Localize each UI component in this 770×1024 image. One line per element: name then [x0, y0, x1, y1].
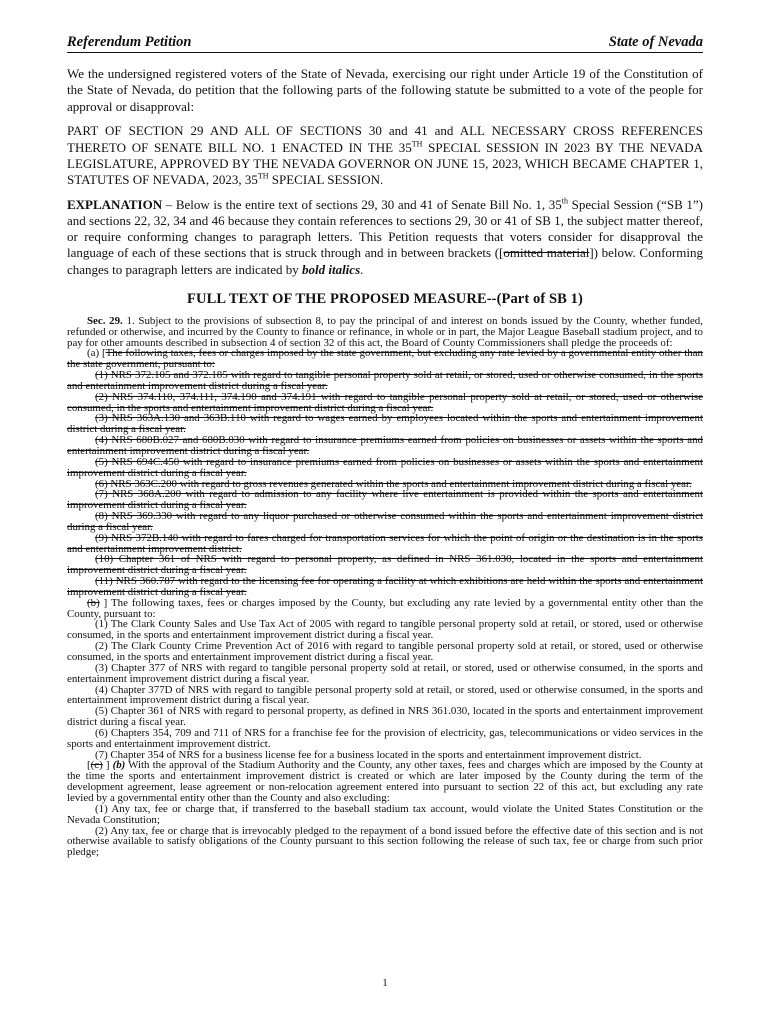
struck-item	[67, 435, 703, 457]
struck-item	[67, 457, 703, 479]
struck-item-text: (7) NRS 368A.200 with regard to admission to any facility where live entertainment is provided within the sports and entertainment improvement district during a fiscal year.	[67, 488, 703, 512]
para-b-item-text: (7) Chapter 354 of NRS for a business license fee for a business located in the sports and entertainment improvement district.	[95, 748, 642, 761]
para-b-item	[67, 619, 703, 641]
struck-item	[67, 533, 703, 555]
document-page	[67, 34, 703, 858]
header-left: Referendum Petition	[67, 34, 192, 50]
struck-item-text: (6) NRS 363C.200 with regard to gross revenues generated within the sports and entertainment improvement district during a fiscal year.	[95, 477, 692, 490]
struck-item	[67, 392, 703, 414]
para-c-struck: (c)	[90, 759, 103, 772]
para-c-new-letter: (b)	[112, 759, 126, 772]
para-a	[67, 348, 703, 370]
sec-29-paragraph	[67, 316, 703, 349]
para-b-item	[67, 663, 703, 685]
para-c-open: [	[87, 759, 91, 772]
para-b-item-text: (1) The Clark County Sales and Use Tax Act of 2005 with regard to tangible personal property sold at retail, or stored, used or otherwise consumed, in the sports and entertainment improvement district during a fiscal year.	[67, 618, 703, 642]
struck-item-text: (3) NRS 363A.130 and 363B.110 with regard to wages earned by employees located within the sports and entertainment improvement district during a fiscal year.	[67, 412, 703, 436]
para-b-text: ] The following taxes, fees or charges imposed by the County, but excluding any rate levied by a governmental entity other than the County, pursuant to:	[67, 596, 703, 620]
para-c-close: ]	[102, 759, 113, 772]
struck-item-text: (8) NRS 369.330 with regard to any liquor purchased or otherwise consumed within the sports and entertainment improvement district during a fiscal year.	[67, 510, 703, 533]
sec-29-label: Sec. 29.	[87, 314, 123, 327]
struck-item	[67, 511, 703, 533]
para-b-item-text: (3) Chapter 377 of NRS with regard to tangible personal property sold at retail, or stored, used or otherwise consumed, in the sports and entertainment improvement district during a fiscal year.	[67, 661, 703, 685]
para-b-struck: (b)	[87, 596, 100, 609]
part-paragraph	[67, 123, 703, 189]
explanation-text-c: ]) below. Conforming changes to paragraph letters are indicated by	[67, 245, 703, 277]
para-b-item-text: (2) The Clark County Crime Prevention Act of 2016 with regard to tangible personal property sold at retail, or stored, used or otherwise consumed, in the sports and entertainment improvement district during a fiscal year.	[67, 640, 703, 664]
explanation-text-a: – Below is the entire text of sections 29, 30 and 41 of Senate Bill No. 1, 35	[162, 196, 562, 212]
page-number: 1	[382, 977, 388, 989]
struck-item	[67, 370, 703, 392]
explanation-sup: th	[561, 196, 568, 206]
explanation-text-d: .	[360, 261, 364, 277]
para-b-item-text: (5) Chapter 361 of NRS with regard to personal property, as defined in NRS 361.030, located in the sports and entertainment improvement district during a fiscal year.	[67, 705, 703, 729]
para-b-item	[67, 706, 703, 728]
struck-item-text: (4) NRS 680B.027 and 680B.030 with regard to insurance premiums earned from policies on businesses or assets within the sports and entertainment improvement district during a fiscal year.	[67, 434, 703, 457]
page-header	[67, 34, 703, 53]
struck-item-text: (2) NRS 374.110, 374.111, 374.190 and 374.191 with regard to tangible personal property sold at retail, or stored, used or otherwise consumed, in the sports and entertainment improvement district during a fiscal year.	[67, 390, 703, 414]
header-right: State of Nevada	[608, 34, 703, 50]
part-sup-1: TH	[411, 139, 423, 149]
para-b-item	[67, 728, 703, 750]
para-b-item-text: (4) Chapter 377D of NRS with regard to tangible personal property sold at retail, or stored, used or otherwise consumed, in the sports and entertainment improvement district during a fiscal year.	[67, 683, 703, 707]
para-c-item	[67, 826, 703, 859]
para-c	[67, 760, 703, 803]
para-a-struck: The following taxes, fees or charges imposed by the state government, but excluding any rate levied by a governmental entity other than the state government, pursuant to:	[67, 347, 704, 371]
explanation-text-b: Special Session (“SB 1”) and sections 22, 32, 34 and 46 because they contain references to sections 29, 30 or 41 of SB 1, the subject matter thereof, or require conforming changes to paragraph letters. This Petition requests that voters consider for disapproval the language of each of these sections that is struck through and in between brackets ([	[67, 196, 704, 261]
sec-29-text: 1. Subject to the provisions of subsection 8, to pay the principal of and interest on bonds issued by the County, whether funded, refunded or otherwise, and incurred by the County to finance or refinance, in whole or in part, the Major League Baseball stadium project, and to pay for other amounts described in subsection 4 of section 32 of this act, the Board of County Commissioners shall pledge the proceeds of:	[67, 314, 703, 349]
struck-item-text: (1) NRS 372.105 and 372.185 with regard to tangible personal property sold at retail, or stored, used or otherwise consumed, in the sports and entertainment improvement district during a fiscal year.	[67, 369, 703, 392]
omitted-material-sample: omitted material	[503, 245, 590, 261]
para-c-items	[67, 804, 703, 858]
para-a-prefix: (a) [	[87, 347, 106, 360]
para-b-items	[67, 619, 703, 760]
measure-title: FULL TEXT OF THE PROPOSED MEASURE--(Part of SB 1)	[187, 290, 583, 307]
struck-item	[67, 413, 703, 435]
para-b-item	[67, 641, 703, 663]
measure-body	[67, 316, 703, 858]
bold-italics-sample: bold italics	[301, 261, 361, 277]
struck-item	[67, 554, 703, 576]
explanation-label: EXPLANATION	[67, 196, 163, 212]
part-text-c: SPECIAL SESSION.	[268, 172, 384, 188]
struck-item-text: (10) Chapter 361 of NRS with regard to personal property, as defined in NRS 361.030, located in the sports and entertainment improvement district during a fiscal year.	[67, 553, 703, 577]
struck-items	[67, 370, 703, 598]
para-b-item-text: (6) Chapters 354, 709 and 711 of NRS for a franchise fee for the provision of electricity, gas, telecommunications or video services in the sports and entertainment improvement district.	[67, 726, 703, 750]
struck-item-text: (11) NRS 360.787 with regard to the licensing fee for operating a facility at which exhibitions are held within the sports and entertainment improvement district during a fiscal year.	[67, 575, 703, 598]
para-c-text: With the approval of the Stadium Authority and the County, any other taxes, fees and charges which are imposed by the County at the time the sports and entertainment improvement district is created or which are later imposed by the County during the term of the development agreement, lease agreement or non-relocation agreement entered into pursuant to section 22 of this act, but excluding any rate levied by a governmental entity other than the County and also excluding:	[67, 759, 703, 804]
struck-item	[67, 576, 703, 598]
para-b	[67, 598, 703, 620]
explanation-paragraph	[67, 197, 703, 278]
struck-item-text: (9) NRS 372B.140 with regard to fares charged for transportation services for which the point of origin or the destination is in the sports and entertainment improvement district.	[67, 531, 703, 555]
intro-paragraph: We the undersigned registered voters of the State of Nevada, exercising our right under Article 19 of the Constitution of the State of Nevada, do petition that the following parts of the following statute be submitted to a vote of the people for approval or disapproval:	[67, 66, 703, 114]
struck-item	[67, 489, 703, 511]
para-c-item-text: (1) Any tax, fee or charge that, if transferred to the baseball stadium tax account, would violate the United States Constitution or the Nevada Constitution;	[67, 802, 703, 826]
para-c-item	[67, 804, 703, 826]
part-text-b: SPECIAL SESSION IN 2023 BY THE NEVADA LEGISLATURE, APPROVED BY THE NEVADA GOVERNOR ON JUNE 15, 2023, WHICH BECAME CHAPTER 1, STATUTES OF NEVADA, 2023, 35	[67, 139, 703, 188]
part-sup-2: TH	[257, 172, 269, 182]
para-c-item-text: (2) Any tax, fee or charge that is irrevocably pledged to the repayment of a bond issued before the effective date of this section and is not otherwise available to satisfy obligations of the County pursuant to this section following the release of such tax, fee or charge from such prior pledge;	[67, 824, 703, 859]
struck-item-text: (5) NRS 694C.450 with regard to insurance premiums earned from policies on businesses or assets within the sports and entertainment improvement district during a fiscal year.	[67, 455, 703, 479]
para-b-item	[67, 685, 703, 707]
part-text-a: PART OF SECTION 29 AND ALL OF SECTIONS 30 and 41 and ALL NECESSARY CROSS REFERENCES THERETO OF SENATE BILL NO. 1 ENACTED IN THE 35	[67, 123, 703, 155]
